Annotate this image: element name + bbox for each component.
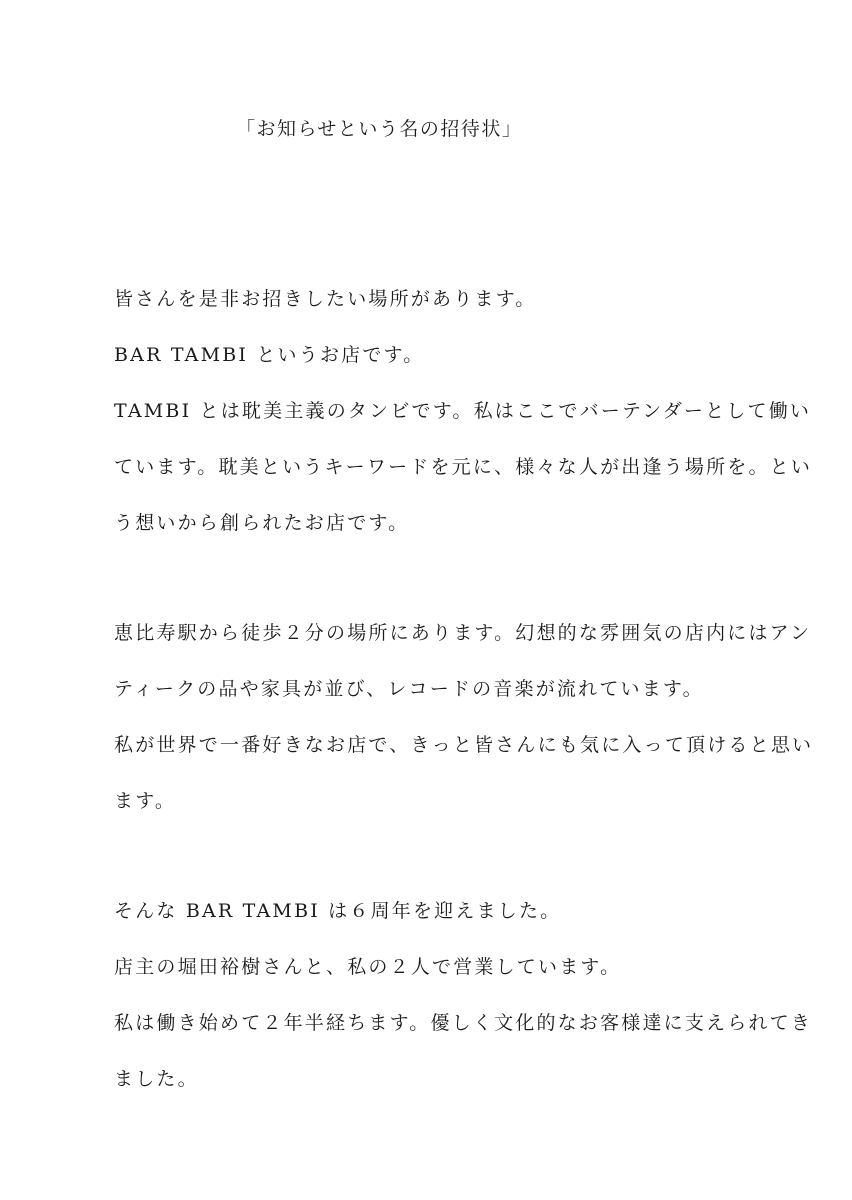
paragraph-2-line-1: 恵比寿駅から徒歩２分の場所にあります。幻想的な雰囲気の店内にはアン [114,622,812,644]
letter-title: 「お知らせという名の招待状」 [236,118,523,140]
paragraph-3-line-4: ました。 [114,1068,199,1090]
paragraph-3-line-3: 私は働き始めて２年半経ちます。優しく文化的なお客様達に支えられてき [114,1012,813,1034]
paragraph-1-line-3: TAMBI とは耽美主義のタンビです。私はここでバーテンダーとして働い [114,400,812,422]
paragraph-1-line-4: ています。耽美というキーワードを元に、様々な人が出逢う場所を。とい [114,456,813,478]
paragraph-1-line-2: BAR TAMBI というお店です。 [114,344,425,366]
paragraph-2-line-3: 私が世界で一番好きなお店で、きっと皆さんにも気に入って頂けると思い [114,734,814,756]
paragraph-3-line-2: 店主の堀田裕樹さんと、私の２人で営業しています。 [114,956,622,978]
paragraph-1-line-1: 皆さんを是非お招きしたい場所があります。 [114,288,537,310]
paragraph-3-line-1: そんな BAR TAMBI は６周年を迎えました。 [114,900,562,922]
paragraph-2-line-2: ティークの品や家具が並び、レコードの音楽が流れています。 [114,678,704,700]
paragraph-2-line-4: ます。 [114,790,177,812]
paragraph-1-line-5: う想いから創られたお店です。 [114,512,410,534]
